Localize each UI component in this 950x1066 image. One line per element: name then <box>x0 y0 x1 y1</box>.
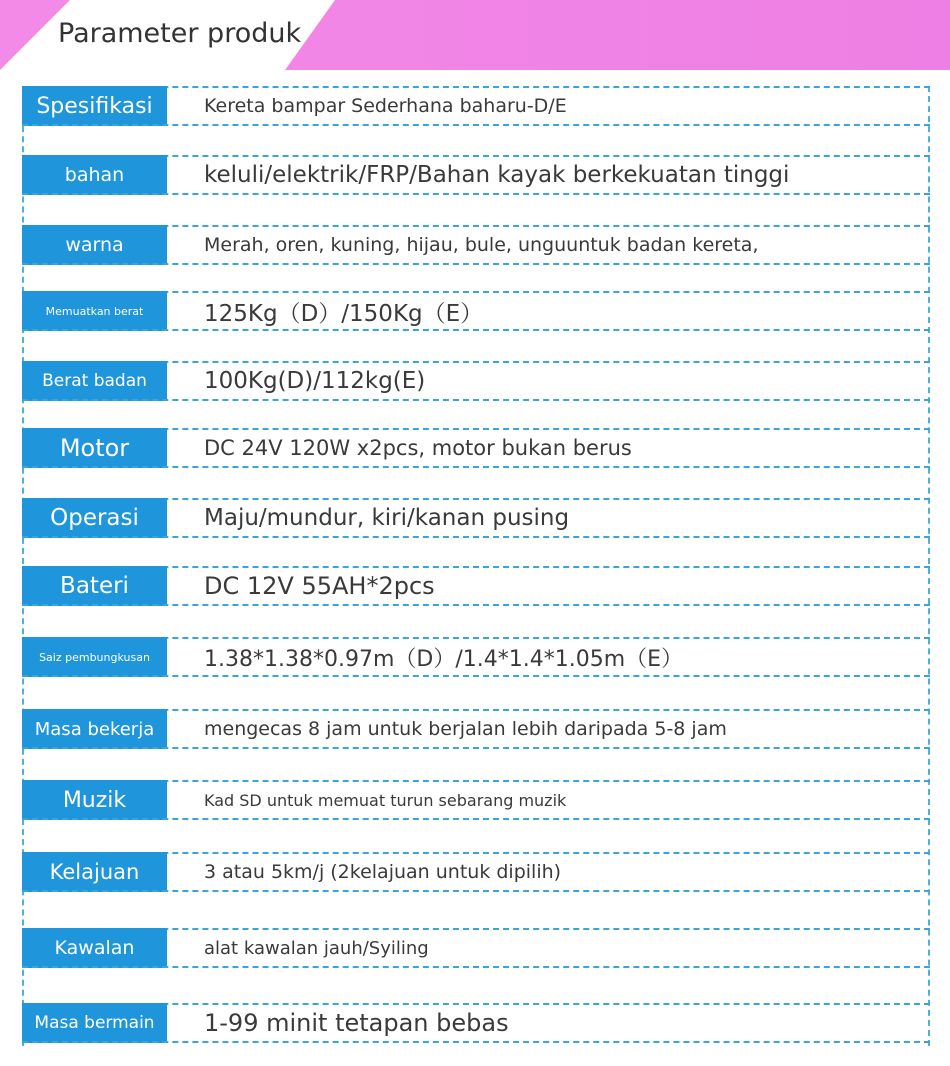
spec-row-bateri <box>22 566 930 606</box>
spec-value: 3 atau 5km/j (2kelajuan untuk dipilih) <box>204 861 562 883</box>
spec-label: Masa bekerja <box>22 709 167 749</box>
row-divider-bottom <box>22 747 930 749</box>
spec-row-berat-badan <box>22 361 930 401</box>
row-divider-bottom <box>22 263 930 265</box>
spec-row-spesifikasi <box>22 86 930 126</box>
spec-label: Masa bermain <box>22 1003 167 1043</box>
spec-value: Merah, oren, kuning, hijau, bule, unguuntuk badan kereta, <box>204 234 759 256</box>
spec-value: Kad SD untuk memuat turun sebarang muzik <box>204 790 567 810</box>
spec-value: 1-99 minit tetapan bebas <box>204 1009 509 1037</box>
spec-row-kawalan <box>22 928 930 968</box>
spec-value: keluli/elektrik/FRP/Bahan kayak berkekuatan tinggi <box>204 162 790 188</box>
spec-row-memuatkan-berat <box>22 291 930 331</box>
spec-row-saiz-pembungkusan <box>22 637 930 677</box>
spec-value: mengecas 8 jam untuk berjalan lebih daripada 5-8 jam <box>204 718 727 740</box>
spec-label: Berat badan <box>22 361 167 401</box>
spec-value: Kereta bampar Sederhana baharu-D/E <box>204 95 567 117</box>
spec-row-motor <box>22 428 930 468</box>
row-divider-bottom <box>22 1041 930 1043</box>
spec-label: Muzik <box>22 780 167 820</box>
spec-label: Spesifikasi <box>22 86 167 126</box>
spec-row-masa-bekerja <box>22 709 930 749</box>
spec-label: Kawalan <box>22 928 167 968</box>
spec-value: 100Kg(D)/112kg(E) <box>204 368 426 394</box>
spec-row-warna <box>22 225 930 265</box>
spec-label: Bateri <box>22 566 167 606</box>
row-divider-bottom <box>22 604 930 606</box>
row-divider-bottom <box>22 193 930 195</box>
spec-label: bahan <box>22 155 167 195</box>
spec-row-operasi <box>22 498 930 538</box>
row-divider-bottom <box>22 466 930 468</box>
spec-value: alat kawalan jauh/Syiling <box>204 937 429 959</box>
spec-label: warna <box>22 225 167 265</box>
spec-value: 1.38*1.38*0.97m（D）/1.4*1.4*1.05m（E） <box>204 646 684 672</box>
row-divider-bottom <box>22 399 930 401</box>
spec-label: Kelajuan <box>22 852 167 892</box>
page-title: Parameter produk <box>58 18 302 49</box>
spec-row-muzik <box>22 780 930 820</box>
spec-row-kelajuan <box>22 852 930 892</box>
spec-row-bahan <box>22 155 930 195</box>
spec-label: Motor <box>22 428 167 468</box>
row-divider-bottom <box>22 124 930 126</box>
spec-value: Maju/mundur, kiri/kanan pusing <box>204 505 570 531</box>
row-divider-bottom <box>22 329 930 331</box>
spec-label: Memuatkan berat <box>22 291 167 331</box>
spec-value: DC 24V 120W x2pcs, motor bukan berus <box>204 436 632 460</box>
spec-value: DC 12V 55AH*2pcs <box>204 572 435 600</box>
spec-label: Saiz pembungkusan <box>22 637 167 677</box>
spec-row-masa-bermain <box>22 1003 930 1043</box>
spec-value: 125Kg（D）/150Kg（E） <box>204 300 484 327</box>
row-divider-bottom <box>22 536 930 538</box>
row-divider-bottom <box>22 675 930 677</box>
row-divider-bottom <box>22 818 930 820</box>
row-divider-bottom <box>22 890 930 892</box>
row-divider-bottom <box>22 966 930 968</box>
spec-label: Operasi <box>22 498 167 538</box>
